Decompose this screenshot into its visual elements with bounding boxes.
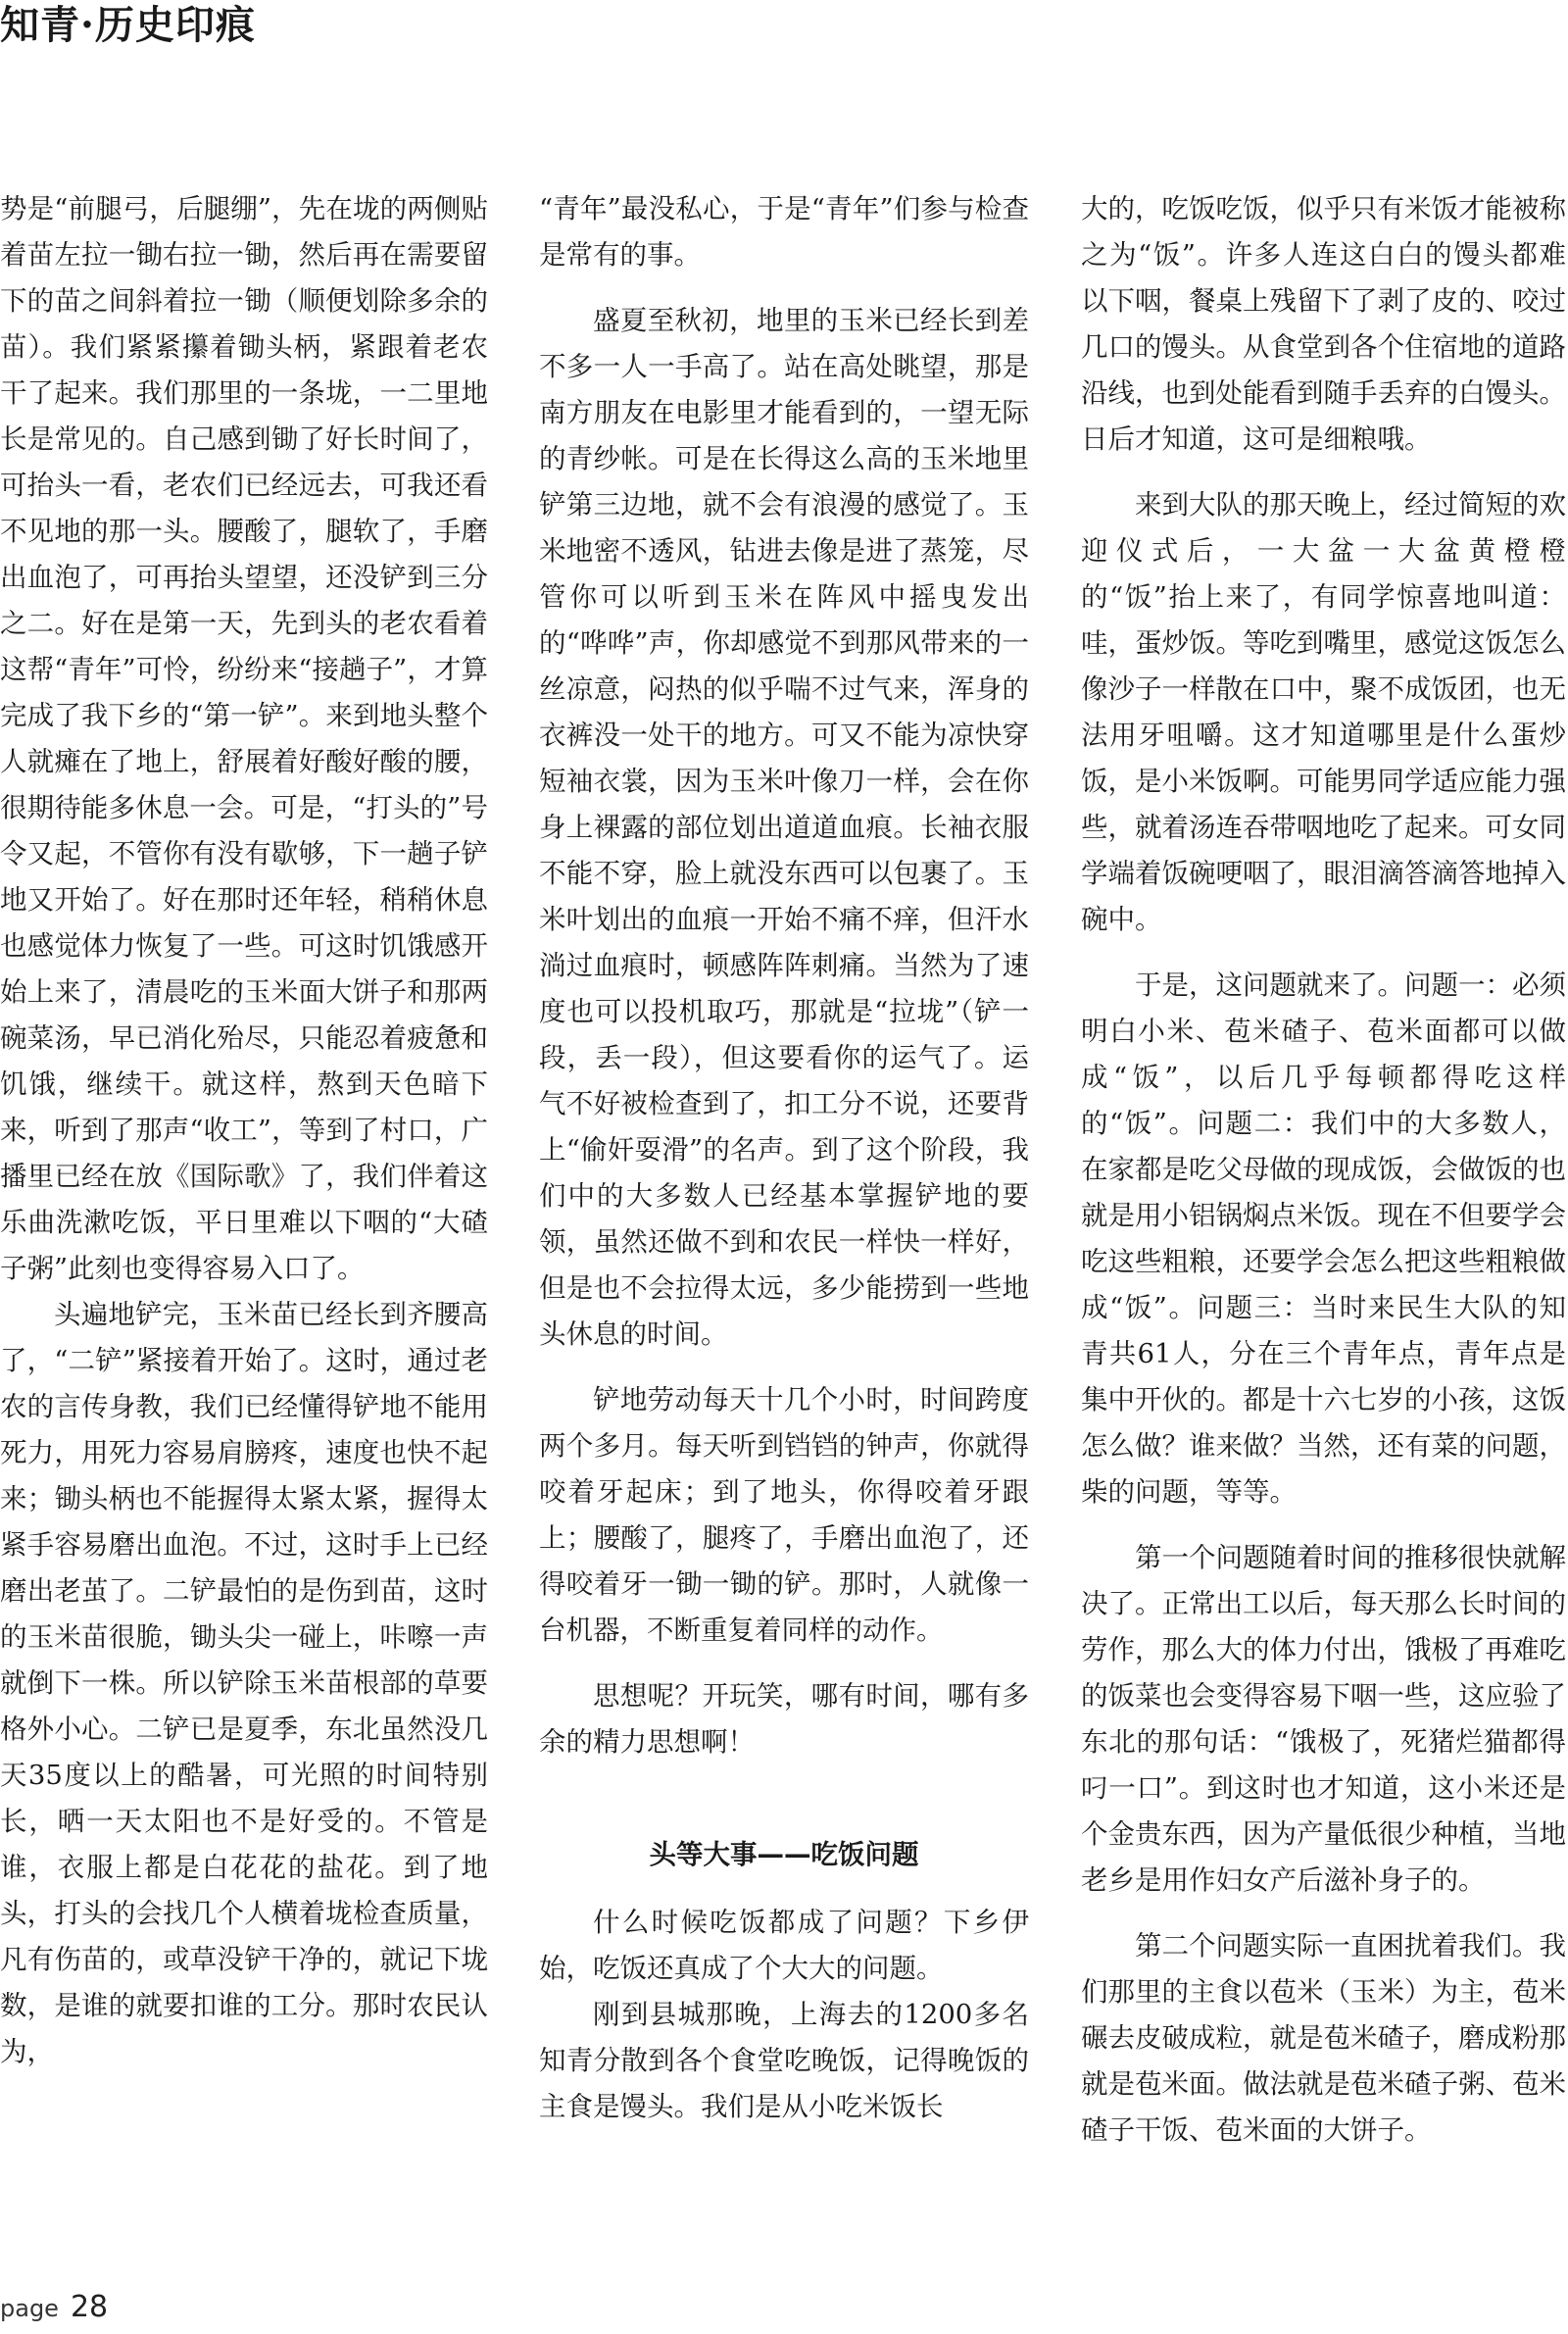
paragraph: 头遍地铲完，玉米苗已经长到齐腰高了，“二铲”紧接着开始了。这时，通过老农的言传身教，我们已经懂得铲地不能用死力，用死力容易肩膀疼，速度也快不起来；锄头柄也不能握得太紧太紧，握得太紧手容易磨出血泡。不过，这时手上已经磨出老茧了。二铲最怕的是伤到苗，这时的玉米苗很脆，锄头尖一碰上，咔嚓一声就倒下一株。所以铲除玉米苗根部的草要格外小心。二铲已是夏季，东北虽然没几天35度以上的酷暑，可光照的时间特别长，晒一天太阳也不是好受的。不管是谁，衣服上都是白花花的盐花。到了地头，打头的会找几个人横着垅检查质量，凡有伤苗的，或草没铲干净的，就记下垅数，是谁的就要扣谁的工分。那时农民认为， [0, 1299, 488, 2067]
page-number: 28 [70, 2290, 109, 2324]
paragraph: 第二个问题实际一直困扰着我们。我们那里的主食以苞米（玉米）为主，苞米碾去皮破成粒，就是苞米碴子，磨成粉那就是苞米面。做法就是苞米碴子粥、苞米碴子干饭、苞米面的大饼子。 [1081, 1930, 1566, 2146]
page-label: page [0, 2295, 59, 2322]
article-column-1 [0, 186, 488, 2075]
article-column-3 [1081, 186, 1566, 2154]
paragraph: 来到大队的那天晚上，经过简短的欢迎仪式后，一大盆一大盆黄橙橙的“饭”抬上来了，有同学惊喜地叫道：哇，蛋炒饭。等吃到嘴里，感觉这饭怎么像沙子一样散在口中，聚不成饭团，也无法用牙咀嚼。这才知道哪里是什么蛋炒饭，是小米饭啊。可能男同学适应能力强些，就着汤连吞带咽地吃了起来。可女同学端着饭碗哽咽了，眼泪滴答滴答地掉入碗中。 [1081, 489, 1566, 935]
article-column-2 [539, 186, 1029, 2130]
page-footer [0, 2290, 108, 2329]
paragraph: 刚到县城那晚，上海去的1200多名知青分散到各个食堂吃晚饭，记得晚饭的主食是馒头。我们是从小吃米饭长 [539, 1999, 1029, 2122]
paragraph: 大的，吃饭吃饭，似乎只有米饭才能被称之为“饭”。许多人连这白白的馒头都难以下咽，餐桌上残留下了剥了皮的、咬过几口的馒头。从食堂到各个住宿地的道路沿线，也到处能看到随手丢弃的白馒头。日后才知道，这可是细粮哦。 [1081, 193, 1566, 455]
paragraph: 思想呢？开玩笑，哪有时间，哪有多余的精力思想啊！ [539, 1680, 1029, 1758]
paragraph: 盛夏至秋初，地里的玉米已经长到差不多一人一手高了。站在高处眺望，那是南方朋友在电影里才能看到的，一望无际的青纱帐。可是在长得这么高的玉米地里铲第三边地，就不会有浪漫的感觉了。玉米地密不透风，钻进去像是进了蒸笼，尽管你可以听到玉米在阵风中摇曳发出的“哗哗”声，你却感觉不到那风带来的一丝凉意，闷热的似乎喘不过气来，浑身的衣裤没一处干的地方。可又不能为凉快穿短袖衣裳，因为玉米叶像刀一样，会在你身上裸露的部位划出道道血痕。长袖衣服不能不穿，脸上就没东西可以包裹了。玉米叶划出的血痕一开始不痛不痒，但汗水淌过血痕时，顿感阵阵刺痛。当然为了速度也可以投机取巧，那就是“拉垅”（铲一段，丢一段），但这要看你的运气了。运气不好被检查到了，扣工分不说，还要背上“偷奸耍滑”的名声。到了这个阶段，我们中的大多数人已经基本掌握铲地的要领，虽然还做不到和农民一样快一样好，但是也不会拉得太远，多少能捞到一些地头休息的时间。 [539, 305, 1029, 1350]
section-heading: 头等大事——吃饭问题 [649, 1839, 919, 1870]
paragraph: 势是“前腿弓，后腿绷”，先在垅的两侧贴着苗左拉一锄右拉一锄，然后再在需要留下的苗之间斜着拉一锄（顺便划除多余的苗）。我们紧紧攥着锄头柄，紧跟着老农干了起来。我们那里的一条垅，一二里地长是常见的。自己感到锄了好长时间了，可抬头一看，老农们已经远去，可我还看不见地的那一头。腰酸了，腿软了，手磨出血泡了，可再抬头望望，还没铲到三分之二。好在是第一天，先到头的老农看着这帮“青年”可怜，纷纷来“接趟子”，才算完成了我下乡的“第一铲”。来到地头整个人就瘫在了地上，舒展着好酸好酸的腰，很期待能多休息一会。可是，“打头的”号令又起，不管你有没有歇够，下一趟子铲地又开始了。好在那时还年轻，稍稍休息也感觉体力恢复了一些。可这时饥饿感开始上来了，清晨吃的玉米面大饼子和那两碗菜汤，早已消化殆尽，只能忍着疲惫和饥饿，继续干。就这样，熬到天色暗下来，听到了那声“收工”，等到了村口，广播里已经在放《国际歌》了，我们伴着这乐曲洗漱吃饭，平日里难以下咽的“大碴子粥”此刻也变得容易入口了。 [0, 193, 488, 1284]
paragraph: 第一个问题随着时间的推移很快就解决了。正常出工以后，每天那么长时间的劳作，那么大的体力付出，饿极了再难吃的饭菜也会变得容易下咽一些，这应验了东北的那句话：“饿极了，死猪烂猫都得叼一口”。到这时也才知道，这小米还是个金贵东西，因为产量低很少种植，当地老乡是用作妇女产后滋补身子的。 [1081, 1542, 1566, 1896]
page-header-title: 知青·历史印痕 [0, 2, 256, 48]
paragraph: 于是，这问题就来了。问题一：必须明白小米、苞米碴子、苞米面都可以做成“饭”，以后几乎每顿都得吃这样的“饭”。问题二：我们中的大多数人，在家都是吃父母做的现成饭，会做饭的也就是用小铝锅焖点米饭。现在不但要学会吃这些粗粮，还要学会怎么把这些粗粮做成“饭”。问题三：当时来民生大队的知青共61人，分在三个青年点，青年点是集中开伙的。都是十六七岁的小孩，这饭怎么做？谁来做？当然，还有菜的问题，柴的问题，等等。 [1081, 969, 1566, 1508]
paragraph: 什么时候吃饭都成了问题？下乡伊始，吃饭还真成了个大大的问题。 [539, 1907, 1029, 1984]
paragraph: 铲地劳动每天十几个小时，时间跨度两个多月。每天听到铛铛的钟声，你就得咬着牙起床；到了地头，你得咬着牙跟上；腰酸了，腿疼了，手磨出血泡了，还得咬着牙一锄一锄的铲。那时，人就像一台机器，不断重复着同样的动作。 [539, 1384, 1029, 1646]
paragraph: “青年”最没私心，于是“青年”们参与检查是常有的事。 [539, 193, 1029, 271]
